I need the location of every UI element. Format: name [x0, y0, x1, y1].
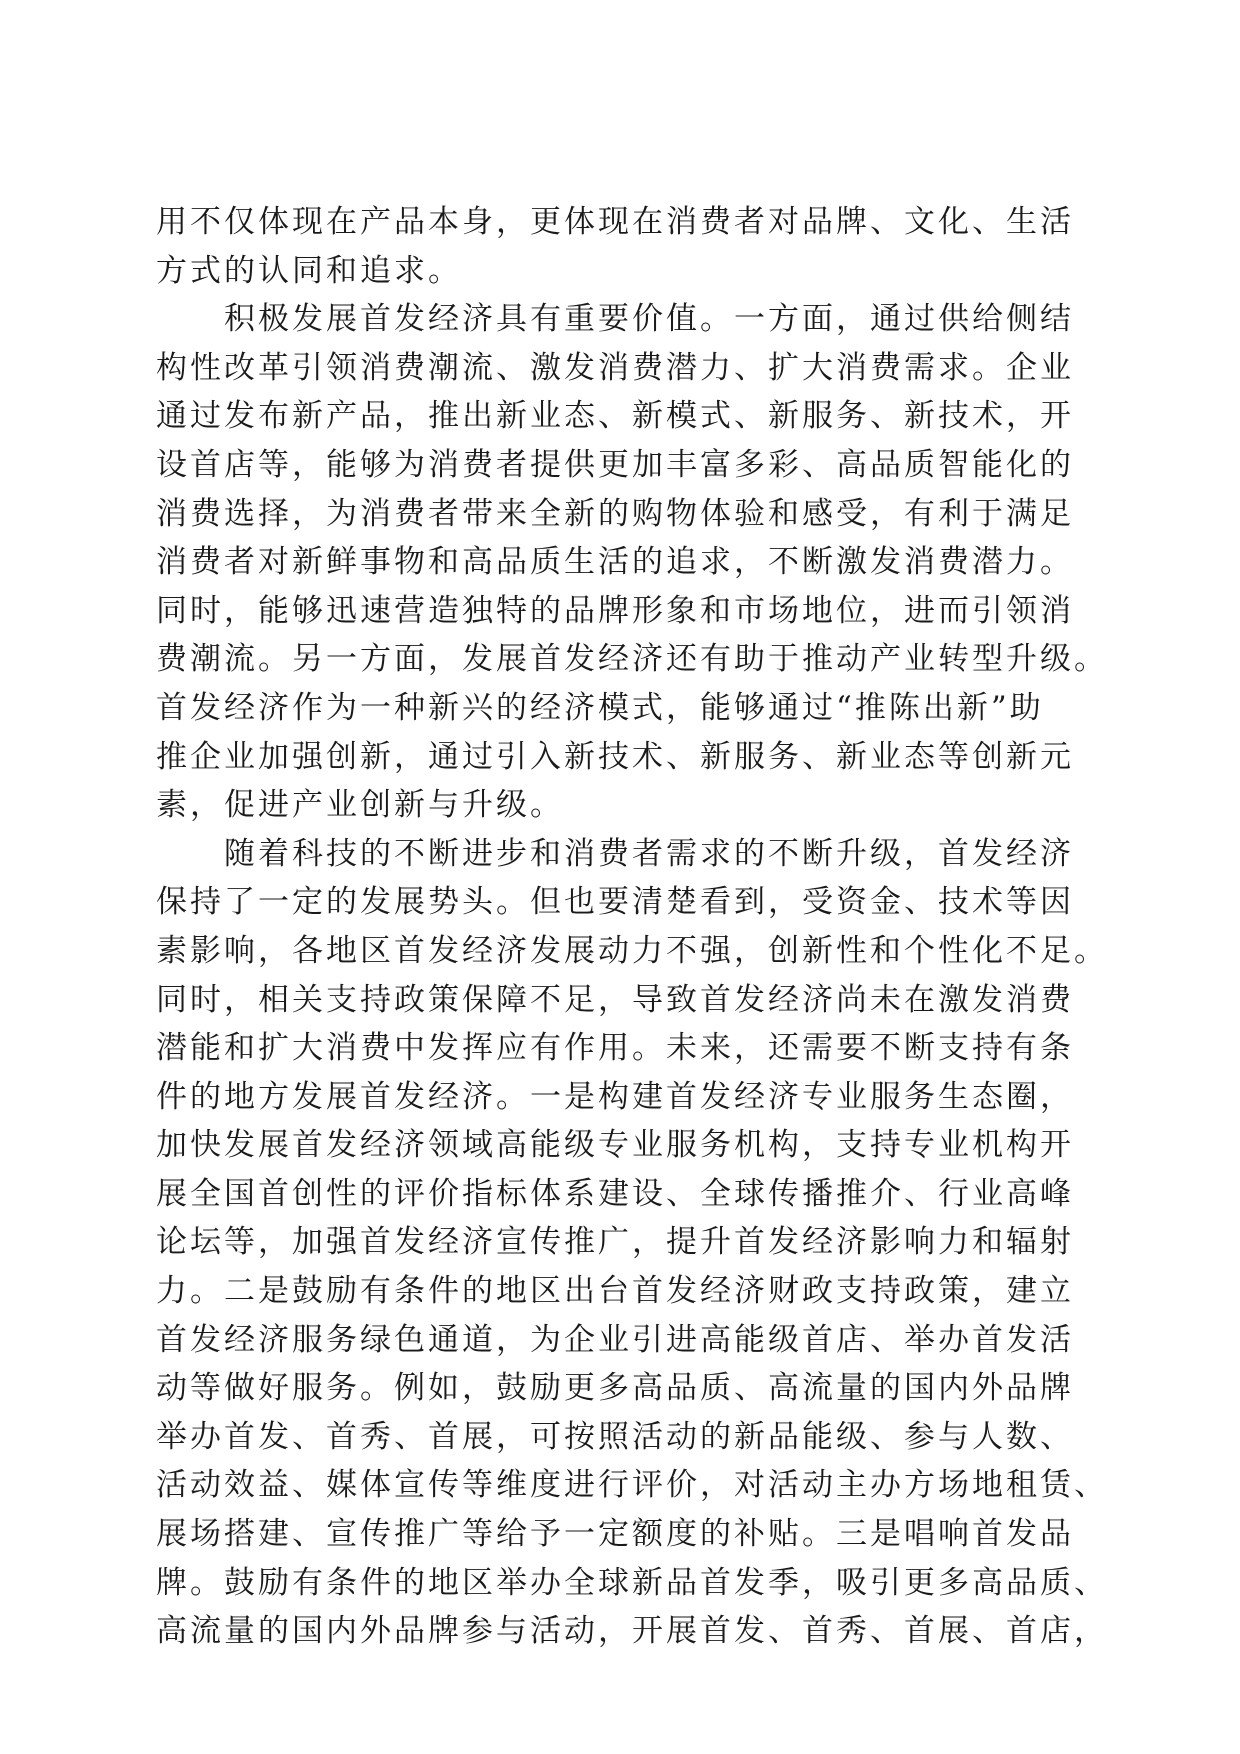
text-line: 论坛等，加强首发经济宣传推广，提升首发经济影响力和辐射 — [156, 1224, 1074, 1261]
text-line: 费潮流。另一方面，发展首发经济还有助于推动产业转型升级。 — [156, 641, 1108, 678]
text-line: 消费选择，为消费者带来全新的购物体验和感受，有利于满足 — [156, 495, 1074, 532]
text-line: 牌。鼓励有条件的地区举办全球新品首发季，吸引更多高品质、 — [156, 1564, 1108, 1601]
text-line: 展场搭建、宣传推广等给予一定额度的补贴。三是唱响首发品 — [156, 1516, 1074, 1553]
paragraph-start-line: 积极发展首发经济具有重要价值。一方面，通过供给侧结 — [224, 301, 1074, 338]
text-line: 方式的认同和追求。 — [156, 252, 462, 289]
text-line: 活动效益、媒体宣传等维度进行评价，对活动主办方场地租赁、 — [156, 1467, 1108, 1504]
text-line: 力。二是鼓励有条件的地区出台首发经济财政支持政策，建立 — [156, 1273, 1074, 1310]
text-line: 首发经济作为一种新兴的经济模式，能够通过“推陈出新”助 — [156, 689, 1044, 726]
text-line: 同时，能够迅速营造独特的品牌形象和市场地位，进而引领消 — [156, 592, 1074, 629]
text-line: 展全国首创性的评价指标体系建设、全球传播推介、行业高峰 — [156, 1175, 1074, 1212]
text-line: 高流量的国内外品牌参与活动，开展首发、首秀、首展、首店， — [156, 1613, 1108, 1650]
text-line: 首发经济服务绿色通道，为企业引进高能级首店、举办首发活 — [156, 1321, 1074, 1358]
text-line: 举办首发、首秀、首展，可按照活动的新品能级、参与人数、 — [156, 1418, 1074, 1455]
text-line: 动等做好服务。例如，鼓励更多高品质、高流量的国内外品牌 — [156, 1370, 1074, 1407]
text-line: 同时，相关支持政策保障不足，导致首发经济尚未在激发消费 — [156, 981, 1074, 1018]
text-line: 设首店等，能够为消费者提供更加丰富多彩、高品质智能化的 — [156, 446, 1074, 483]
text-line: 素，促进产业创新与升级。 — [156, 787, 564, 824]
text-line: 推企业加强创新，通过引入新技术、新服务、新业态等创新元 — [156, 738, 1074, 775]
text-line: 素影响，各地区首发经济发展动力不强，创新性和个性化不足。 — [156, 932, 1108, 969]
text-line: 构性改革引领消费潮流、激发消费潜力、扩大消费需求。企业 — [156, 349, 1074, 386]
text-line: 件的地方发展首发经济。一是构建首发经济专业服务生态圈， — [156, 1078, 1074, 1115]
text-line: 消费者对新鲜事物和高品质生活的追求，不断激发消费潜力。 — [156, 544, 1074, 581]
text-line: 通过发布新产品，推出新业态、新模式、新服务、新技术，开 — [156, 398, 1074, 435]
paragraph-start-line: 随着科技的不断进步和消费者需求的不断升级，首发经济 — [224, 835, 1074, 872]
text-line: 加快发展首发经济领域高能级专业服务机构，支持专业机构开 — [156, 1127, 1074, 1164]
text-line: 潜能和扩大消费中发挥应有作用。未来，还需要不断支持有条 — [156, 1030, 1074, 1067]
text-line: 用不仅体现在产品本身，更体现在消费者对品牌、文化、生活 — [156, 204, 1074, 240]
text-line: 保持了一定的发展势头。但也要清楚看到，受资金、技术等因 — [156, 884, 1074, 921]
article-body — [156, 198, 1108, 1656]
